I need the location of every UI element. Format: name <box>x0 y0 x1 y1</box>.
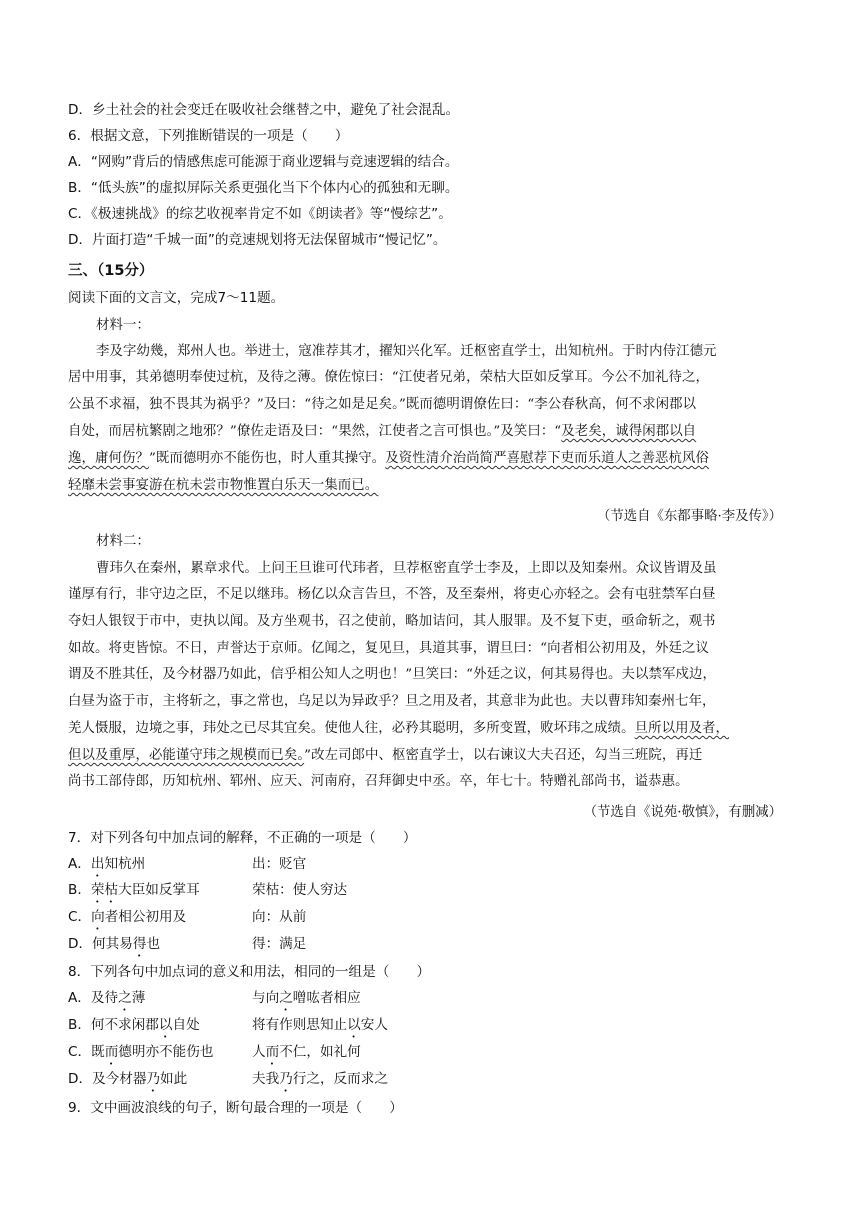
dotted-word: 之 <box>279 990 293 1006</box>
q6-stem: 6．根据文意，下列推断错误的一项是（ ） <box>68 128 349 144</box>
material2-line: 夺妇人银钗于市中，吏执以闻。及方坐观书，召之使前，略加诘问，其人服罪。及不复下吏，亟命斩之，观书 <box>68 614 716 629</box>
option-letter: B． <box>68 882 91 898</box>
text-span: 与向 <box>252 990 280 1006</box>
material1-line: 居中用事，其弟德明奉使过杭，及待之薄。僚佐惊曰：“江使者兄弟，荣枯大臣如反掌耳。今公不加礼待之， <box>68 370 710 385</box>
text-span: 不仁，如礼何 <box>279 1044 361 1060</box>
text-span: ”改左司郎中、枢密直学士，以右谏议大夫召还，勾当三班院，再迁 <box>304 748 703 763</box>
q7-stem: 7．对下列各句中加点词的解释，不正确的一项是（ ） <box>68 830 417 846</box>
material1-line: 公虽不求福，独不畏其为祸乎？”及曰：“待之如是足矣。”既而德明谓僚佐曰：“李公春秋高，何不求闲郡以 <box>68 397 697 412</box>
dotted-word: 出 <box>90 856 105 872</box>
dotted-word: 乃 <box>279 1071 293 1087</box>
wavy-line-sentence: 轻靡未尝事宴游在杭未尝市物惟置白乐天一集而已。 <box>68 478 379 493</box>
dotted-word: 得 <box>132 936 147 952</box>
q6-option-d: D．片面打造“千城一面”的竞速规划将无法保留城市“慢记忆”。 <box>68 232 447 248</box>
dotted-word: 而 <box>104 1044 119 1060</box>
text-span: 德明亦不能伤也 <box>118 1044 214 1060</box>
q8-option-right <box>252 989 361 1014</box>
text-span: 将有作则思知止 <box>252 1017 348 1033</box>
q6-option-c: C．《极速挑战》的综艺收视率肯定不如《朗读者》等“慢综艺”。 <box>68 206 452 222</box>
material1-source: （节选自《东都事略·李及传》） <box>596 509 782 524</box>
text-span: 羌人慑服，边境之事，玮处之已尽其宜矣。使他人往，必矜其聪明，多所变置，败坏玮之成绩。 <box>68 721 635 736</box>
q7-option-gloss: 荣枯：使人穷达 <box>252 882 348 898</box>
underlined-sentence: 及老矣，诚得闲郡以自 <box>561 424 697 439</box>
section-heading: 三、（15分） <box>68 263 154 279</box>
dotted-word: 之 <box>118 990 132 1006</box>
q8-stem: 8．下列各句中加点词的意义和用法，相同的一组是（ ） <box>68 964 431 980</box>
section-instruction: 阅读下面的文言文，完成7～11题。 <box>68 290 285 306</box>
text-span: 者相公初用及 <box>104 909 187 925</box>
text-span: 既 <box>91 1044 105 1060</box>
dotted-word: 乃 <box>146 1071 161 1087</box>
q6-option-a: A．“网购”背后的情感焦虑可能源于商业逻辑与竞速逻辑的结合。 <box>68 154 459 170</box>
option-letter: A． <box>68 856 91 872</box>
underlined-sentence: 逸，庸何伤？ <box>68 451 149 466</box>
text-span: 夫我 <box>252 1071 280 1087</box>
text-span: 何其易 <box>92 936 133 952</box>
option-letter: D． <box>68 1071 93 1087</box>
material1-label: 材料一： <box>96 318 150 333</box>
material1-line <box>68 477 378 495</box>
q8-option-left <box>68 1043 213 1068</box>
q7-option-sentence <box>68 881 200 906</box>
q7-option-gloss: 得：满足 <box>252 936 307 952</box>
material2-source: （节选自《说苑·敬慎》，有删减） <box>583 805 782 820</box>
q8-option-left <box>68 989 145 1014</box>
text-span: 行之，反而求之 <box>292 1071 388 1087</box>
q8-option-left <box>68 1016 200 1041</box>
dotted-word: 以 <box>158 1017 173 1033</box>
q6-option-b: B．“低头族”的虚拟屏际关系更强化当下个体内心的孤独和无聊。 <box>68 180 459 196</box>
text-span: 人 <box>252 1044 266 1060</box>
material2-line <box>68 747 702 765</box>
text-span: 及今材器 <box>92 1071 147 1087</box>
underlined-sentence: 旦所以用及者， <box>634 721 730 736</box>
q7-option-gloss: 出：贬官 <box>252 856 307 872</box>
material2-line: 曹玮久在秦州，累章求代。上问王旦谁可代玮者，旦荐枢密直学士李及，上即以及知秦州。众议皆谓及虽 <box>96 561 717 576</box>
text-span: ”既而德明亦不能伤也，时人重其操守。 <box>148 451 386 466</box>
material1-line <box>68 450 709 468</box>
material1-line: 李及字幼幾，郑州人也。举进士，寇准荐其才，擢知兴化军。迁枢密直学士，出知杭州。于时内侍江德元 <box>96 344 717 359</box>
q8-option-right <box>252 1070 388 1095</box>
option-letter: C． <box>68 909 92 925</box>
material2-line: 如故。将吏皆惊。不日，声誉达于京师。亿闻之，复见旦，具道其事，谓旦曰：“向者相公初用及，外廷之议 <box>68 641 710 656</box>
material2-line <box>68 720 729 738</box>
text-span: 如此 <box>160 1071 188 1087</box>
material2-label: 材料二： <box>96 534 150 549</box>
material2-line: 谓及不胜其任，及今材器乃如此，信乎相公知人之明也！”旦笑曰：“外廷之议，何其易得也。夫以禁军戍边， <box>68 667 716 682</box>
option-letter: A． <box>68 990 91 1006</box>
material1-line <box>68 423 696 441</box>
option-letter: B． <box>68 1017 91 1033</box>
q5-option-d: D．乡土社会的社会变迁在吸收社会继替之中，避免了社会混乱。 <box>68 102 460 118</box>
text-span: 自处，而居杭繁剧之地邪？”僚佐走语及曰：“果然，江使者之言可惧也。”及笑曰：“ <box>68 424 562 439</box>
q8-option-left <box>68 1070 187 1095</box>
dotted-word: 以 <box>347 1017 361 1033</box>
q9-stem: 9．文中画波浪线的句子，断句最合理的一项是（ ） <box>68 1100 403 1116</box>
q8-option-right <box>252 1043 361 1068</box>
option-letter: D． <box>68 936 93 952</box>
q7-option-sentence <box>68 908 186 933</box>
q7-option-gloss: 向：从前 <box>252 909 307 925</box>
wavy-line-sentence: 及资性清介治尚简严喜慰荐下吏而乐道人之善恶杭风俗 <box>385 451 710 466</box>
text-span: 薄 <box>131 990 146 1006</box>
underlined-sentence: 但以及重厚，必能谨守玮之规模而已矣。 <box>68 748 305 763</box>
material2-line: 尚书工部侍郎，历知杭州、郓州、应天、河南府，召拜御史中丞。卒，年七十。特赠礼部尚书，谥恭惠。 <box>68 774 689 789</box>
text-span: 噌吰者相应 <box>292 990 361 1006</box>
text-span: 自处 <box>172 1017 200 1033</box>
text-span: 知杭州 <box>104 856 146 872</box>
text-span: 及待 <box>90 990 119 1006</box>
q7-option-sentence <box>68 935 160 960</box>
q8-option-right <box>252 1016 388 1041</box>
text-span: 何不求闲郡 <box>90 1017 159 1033</box>
material2-line: 白昼为盗于市，主将斩之，事之常也，乌足以为异政乎？旦之用及者，其意非为此也。夫以曹玮知秦州七年， <box>68 694 716 709</box>
dotted-word: 向 <box>91 909 105 925</box>
dotted-word: 而 <box>265 1044 280 1060</box>
dotted-word: 荣枯 <box>90 882 119 898</box>
q7-option-sentence <box>68 855 145 880</box>
material2-line: 谨厚有行，非守边之臣，不足以继玮。杨亿以众言告旦，不答，及至秦州，将吏心亦轻之。会有屯驻禁军白昼 <box>68 587 716 602</box>
option-letter: C． <box>68 1044 92 1060</box>
text-span: 大臣如反掌耳 <box>118 882 200 898</box>
text-span: 安人 <box>360 1017 388 1033</box>
text-span: 也 <box>146 936 161 952</box>
